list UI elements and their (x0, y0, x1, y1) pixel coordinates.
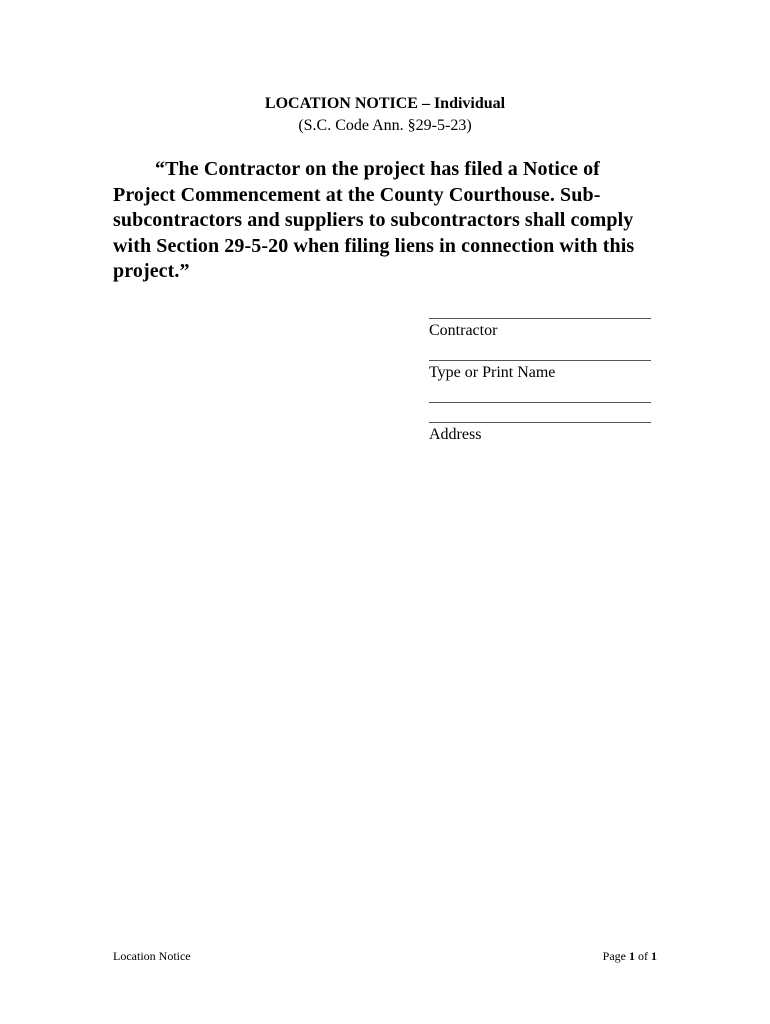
total-pages: 1 (651, 949, 657, 963)
contractor-label: Contractor (429, 322, 498, 339)
signature-block (429, 318, 651, 445)
name-signature-line[interactable] (429, 360, 651, 361)
notice-text: “The Contractor on the project has filed a Notice of Project Commencement at the County Courthouse. Sub-subcontractors and suppliers to subcontractors shall comply with Section 29-5-20 when filing liens in connection with this project.” (113, 158, 635, 282)
notice-paragraph (113, 157, 653, 285)
address-line-2[interactable] (429, 422, 651, 423)
footer-page-number (603, 948, 657, 964)
page-of: of (635, 949, 651, 963)
name-label: Type or Print Name (429, 364, 556, 381)
page-prefix: Page (602, 949, 629, 963)
contractor-signature-line[interactable] (429, 318, 651, 319)
address-label: Address (429, 426, 482, 443)
document-title: LOCATION NOTICE – Individual (264, 95, 506, 112)
address-line-1[interactable] (429, 402, 651, 403)
current-page: 1 (629, 949, 635, 963)
document-subtitle: (S.C. Code Ann. §29-5-23) (298, 117, 472, 134)
footer-document-name: Location Notice (113, 949, 191, 963)
